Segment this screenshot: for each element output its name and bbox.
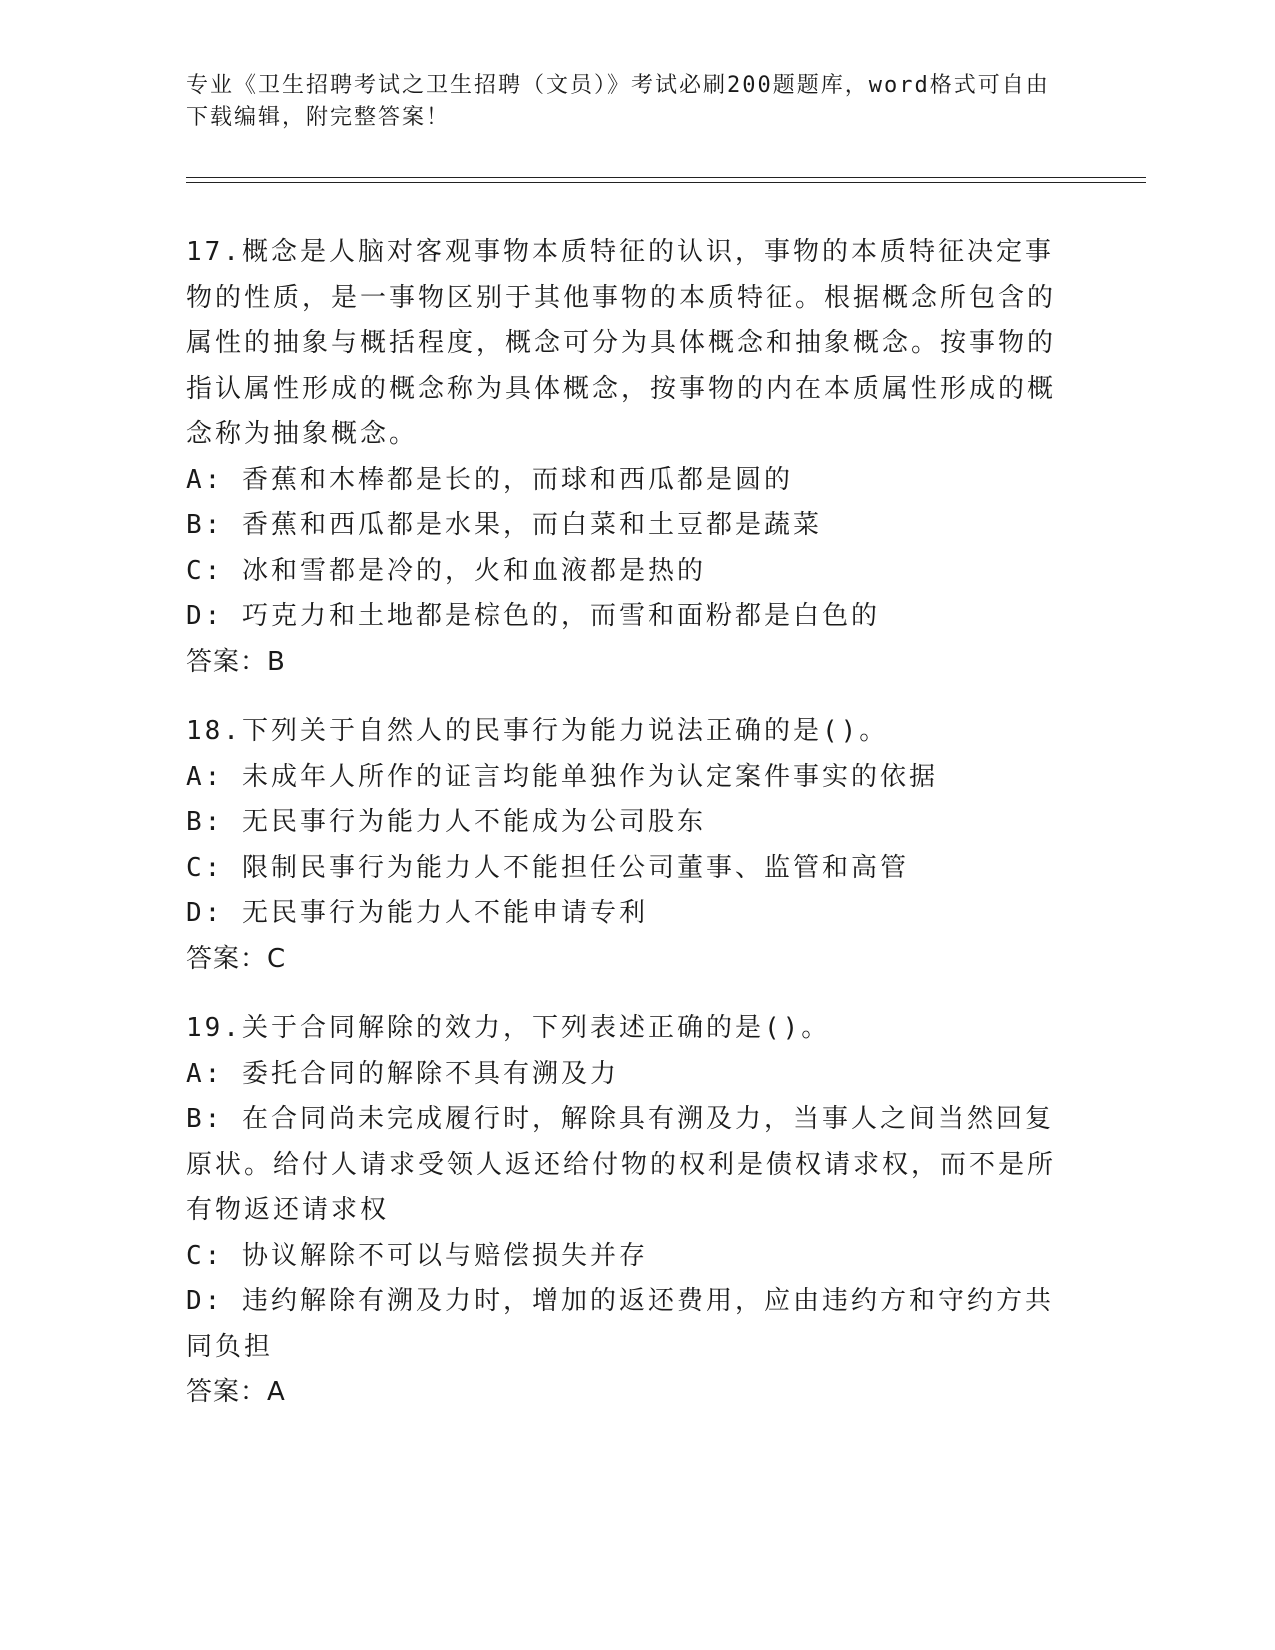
option-d: D: 巧克力和土地都是棕色的，而雪和面粉都是白色的 [186,601,880,631]
header-rule-bottom [186,182,1146,183]
question-17 [186,230,1066,685]
option-b: B: 在合同尚未完成履行时，解除具有溯及力，当事人之间当然回复原状。给付人请求受领人返还给付物的权利是债权请求权，而不是所有物返还请求权 [186,1104,1057,1225]
answer: 答案：B [186,646,286,677]
option-d: D: 无民事行为能力人不能申请专利 [186,898,648,928]
question-stem: 19.关于合同解除的效力，下列表述正确的是()。 [186,1013,831,1043]
question-18 [186,709,1066,982]
option-a: A: 未成年人所作的证言均能单独作为认定案件事实的依据 [186,761,938,792]
question-19 [186,1006,1066,1416]
question-list [186,230,1066,1440]
option-a: A: 委托合同的解除不具有溯及力 [186,1058,619,1089]
option-b: B: 香蕉和西瓜都是水果，而白菜和土豆都是蔬菜 [186,510,822,540]
document-header: 专业《卫生招聘考试之卫生招聘（文员）》考试必刷200题题库，word格式可自由下载编辑，附完整答案！ [186,73,1050,130]
answer: 答案：C [186,943,287,974]
header-rule-top [186,177,1146,178]
option-c: C: 冰和雪都是冷的，火和血液都是热的 [186,555,706,586]
option-d: D: 违约解除有溯及力时，增加的返还费用，应由违约方和守约方共同负担 [186,1286,1054,1362]
option-c: C: 协议解除不可以与赔偿损失并存 [186,1240,648,1271]
option-b: B: 无民事行为能力人不能成为公司股东 [186,807,706,837]
question-stem: 18.下列关于自然人的民事行为能力说法正确的是()。 [186,716,889,746]
answer: 答案：A [186,1377,286,1407]
question-stem: 17.概念是人脑对客观事物本质特征的认识，事物的本质特征决定事物的性质，是一事物区别于其他事物的本质特征。根据概念所包含的属性的抽象与概括程度，概念可分为具体概念和抽象概念。按事物的指认属性形成的概念称为具体概念，按事物的内在本质属性形成的概念称为抽象概念。 [186,237,1057,449]
option-a: A: 香蕉和木棒都是长的，而球和西瓜都是圆的 [186,464,793,495]
option-c: C: 限制民事行为能力人不能担任公司董事、监管和高管 [186,852,909,883]
